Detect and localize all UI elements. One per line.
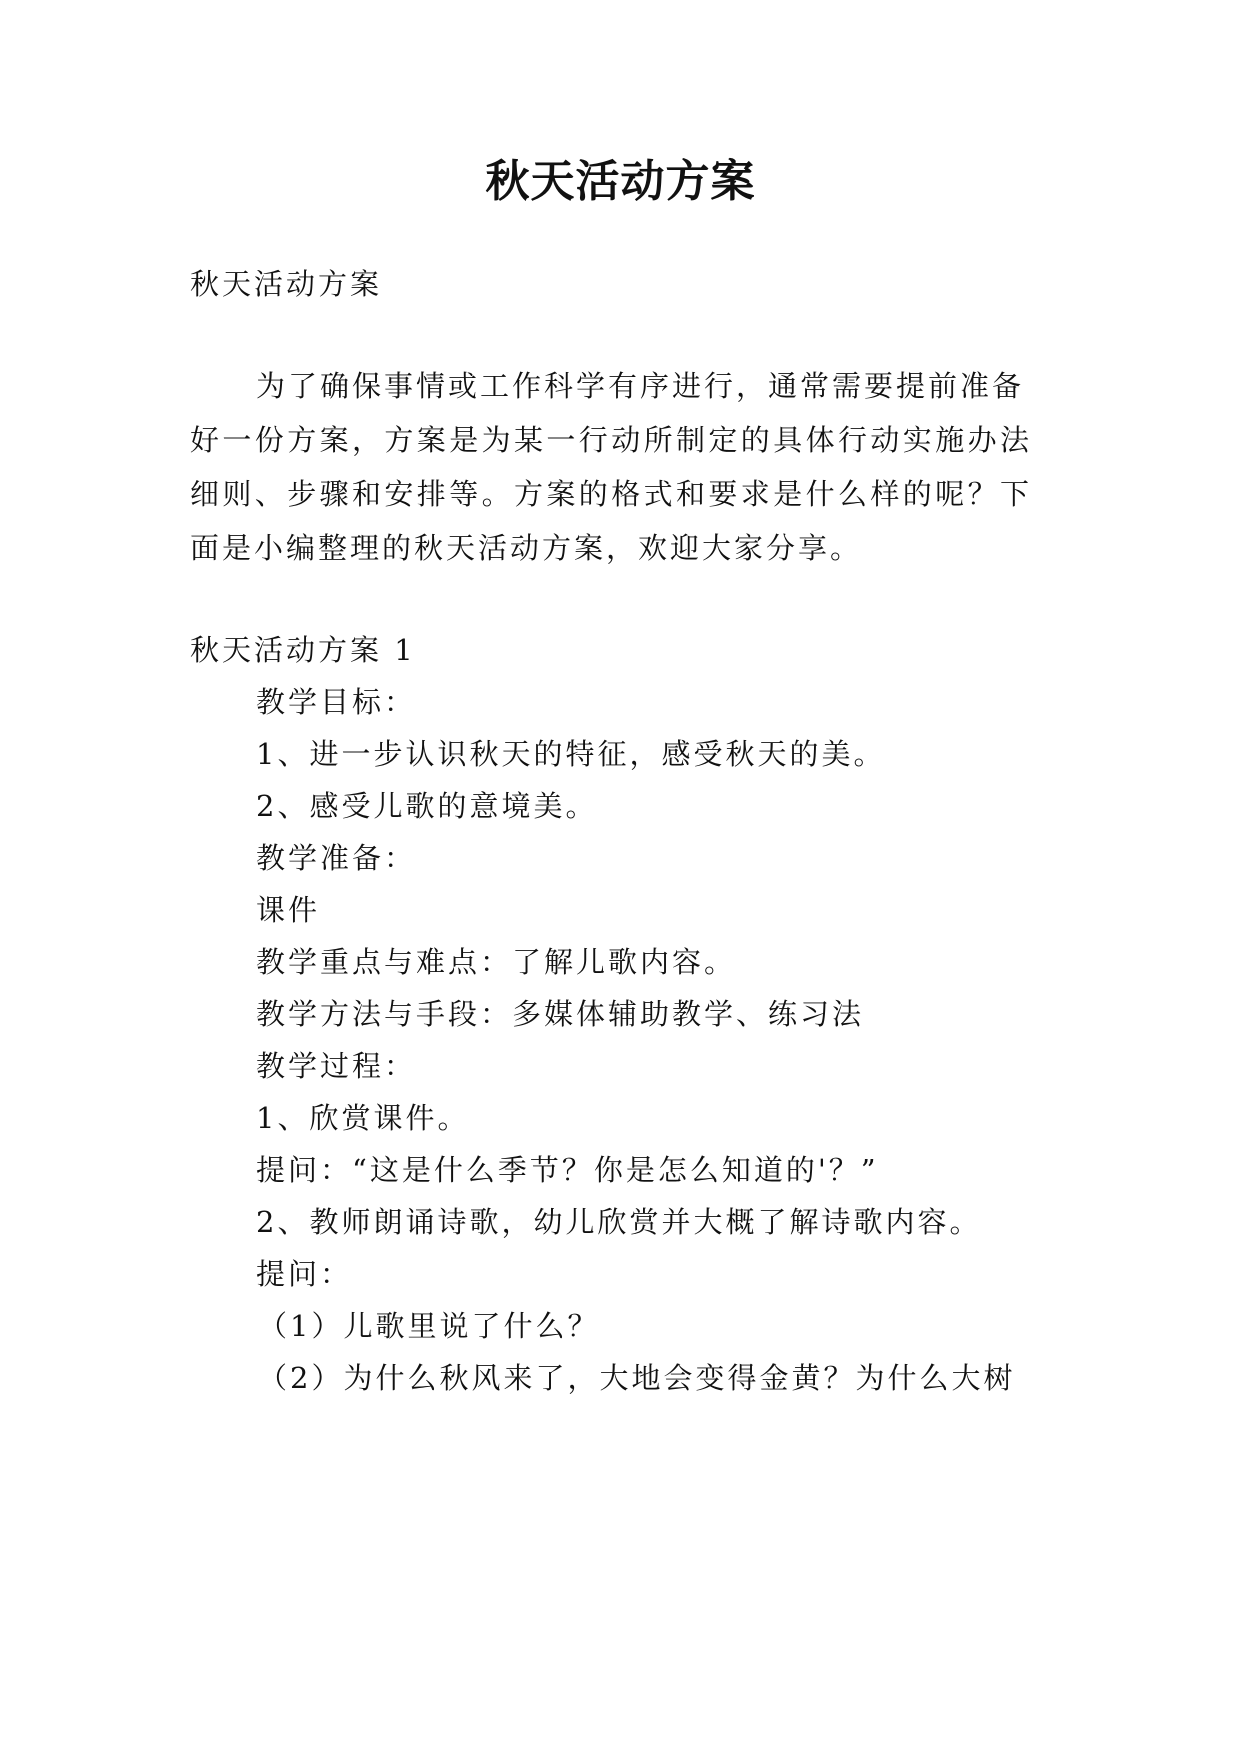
intro-paragraph-line: 为了确保事情或工作科学有序进行，通常需要提前准备 [256, 369, 1025, 403]
section-line: 教学过程： [256, 1049, 417, 1083]
section-line: 教学方法与手段：多媒体辅助教学、练习法 [256, 997, 865, 1031]
intro-paragraph-line: 细则、步骤和安排等。方案的格式和要求是什么样的呢？下 [190, 477, 1033, 511]
section-line: 1、欣赏课件。 [256, 1101, 470, 1135]
section-line: （2）为什么秋风来了，大地会变得金黄？为什么大树 [258, 1361, 1016, 1395]
section-line: 提问： [256, 1257, 353, 1291]
section-line: 2、教师朗诵诗歌，幼儿欣赏并大概了解诗歌内容。 [256, 1205, 982, 1239]
section-heading: 秋天活动方案 1 [190, 633, 416, 667]
section-line: 课件 [256, 893, 321, 927]
intro-paragraph-line: 好一份方案，方案是为某一行动所制定的具体行动实施办法 [190, 423, 1033, 457]
intro-paragraph-line: 面是小编整理的秋天活动方案，欢迎大家分享。 [190, 531, 863, 565]
section-line: 1、进一步认识秋天的特征，感受秋天的美。 [256, 737, 886, 771]
document-subtitle: 秋天活动方案 [190, 267, 383, 301]
document-title: 秋天活动方案 [485, 156, 756, 207]
section-line: 2、感受儿歌的意境美。 [256, 789, 598, 823]
section-line: 教学目标： [256, 685, 417, 719]
section-line: 提问：“这是什么季节？你是怎么知道的'？” [256, 1153, 879, 1187]
section-line: （1）儿歌里说了什么？ [258, 1309, 600, 1343]
section-line: 教学准备： [256, 841, 417, 875]
section-line: 教学重点与难点：了解儿歌内容。 [256, 945, 737, 979]
